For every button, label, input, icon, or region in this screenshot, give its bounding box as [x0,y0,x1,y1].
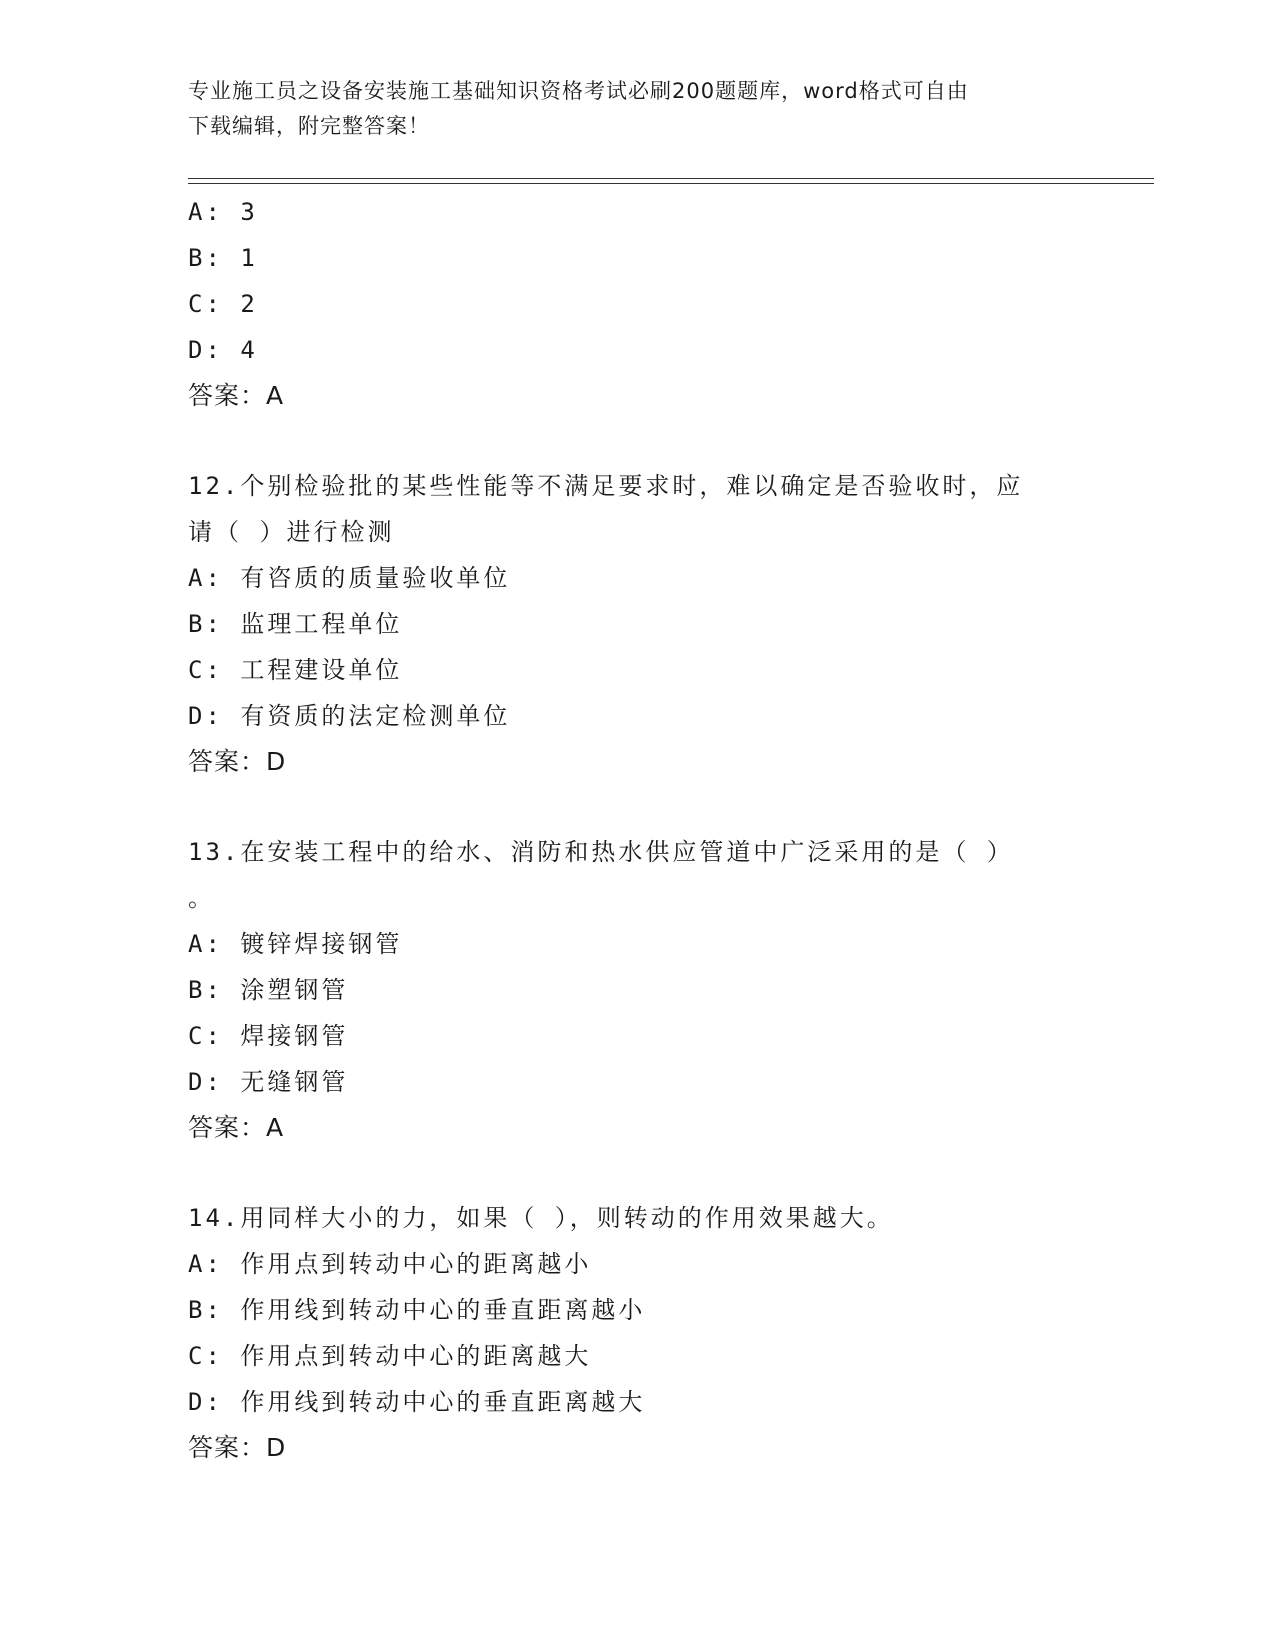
option-c: C: 作用点到转动中心的距离越大 [188,1342,592,1370]
document-header [188,74,1088,144]
option-d: D: 4 [188,336,258,364]
option-b: B: 作用线到转动中心的垂直距离越小 [188,1296,646,1324]
question-text: 请（ ）进行检测 [188,518,395,546]
option-a: A: 有咨质的质量验收单位 [188,564,511,592]
answer: 答案：A [188,1113,285,1142]
answer: 答案：D [188,1433,287,1462]
option-c: C: 2 [188,290,258,318]
question-list [188,189,1088,1471]
option-b: B: 1 [188,244,258,272]
option-a: A: 3 [188,198,258,226]
option-d: D: 无缝钢管 [188,1068,349,1096]
option-d: D: 有资质的法定检测单位 [188,702,511,730]
previous-question-continuation [188,189,1088,419]
question-text: 14.用同样大小的力，如果（ ），则转动的作用效果越大。 [188,1204,894,1232]
option-b: B: 监理工程单位 [188,610,403,638]
option-b: B: 涂塑钢管 [188,976,349,1004]
option-a: A: 镀锌焊接钢管 [188,930,403,958]
question-14 [188,1195,1088,1471]
option-d: D: 作用线到转动中心的垂直距离越大 [188,1388,646,1416]
option-a: A: 作用点到转动中心的距离越小 [188,1250,592,1278]
option-c: C: 焊接钢管 [188,1022,349,1050]
question-12 [188,463,1088,785]
answer: 答案：D [188,747,287,776]
answer: 答案：A [188,381,285,410]
header-line-1: 专业施工员之设备安装施工基础知识资格考试必刷200题题库，word格式可自由 [188,79,969,103]
header-line-2: 下载编辑，附完整答案！ [188,114,430,138]
option-c: C: 工程建设单位 [188,656,403,684]
header-divider [188,178,1154,184]
question-text: 13.在安装工程中的给水、消防和热水供应管道中广泛采用的是（ ） [188,838,1014,866]
question-13 [188,829,1088,1151]
question-text: 12.个别检验批的某些性能等不满足要求时，难以确定是否验收时，应 [188,472,1024,500]
question-text: 。 [188,884,215,912]
